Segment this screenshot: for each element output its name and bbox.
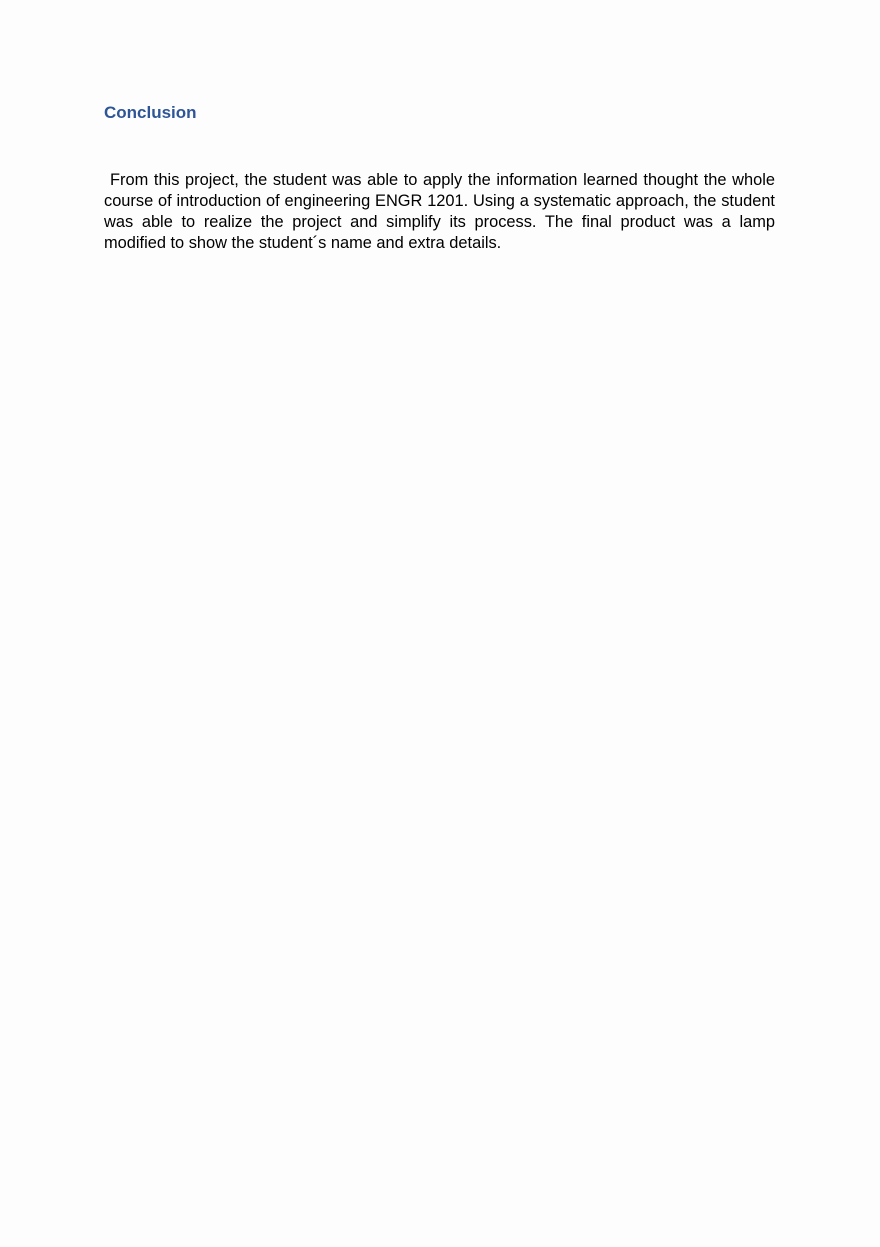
conclusion-paragraph: From this project, the student was able to apply the information learned thought the whole course of introduction of engineering ENGR 1201. Using a systematic approach, the student was able to realize the project and simplify its process. The final product was a lamp modified to show the student´s name and extra details. bbox=[104, 171, 775, 252]
section-heading: Conclusion bbox=[104, 103, 197, 122]
